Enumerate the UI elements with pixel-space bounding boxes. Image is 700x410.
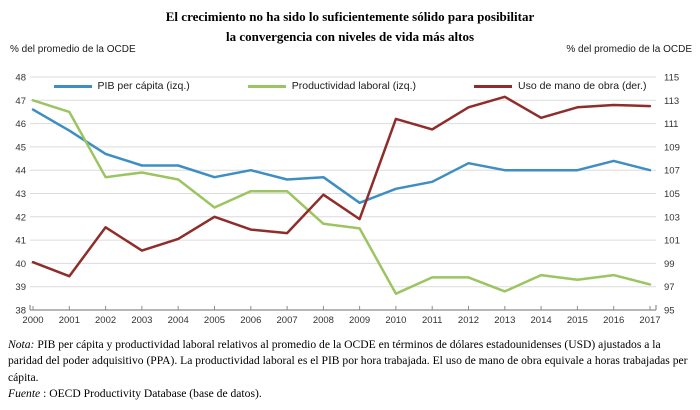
svg-text:2006: 2006 <box>240 315 262 326</box>
svg-text:2008: 2008 <box>312 315 334 326</box>
legend-label-uso-mano-obra: Uso de mano de obra (der.) <box>518 80 647 92</box>
svg-text:2017: 2017 <box>639 315 661 326</box>
svg-text:111: 111 <box>664 119 679 131</box>
svg-text:47: 47 <box>15 95 26 107</box>
svg-text:43: 43 <box>15 189 26 200</box>
nota-paragraph <box>8 337 694 386</box>
svg-text:97: 97 <box>664 282 675 294</box>
svg-text:48: 48 <box>15 72 26 84</box>
right-axis-caption: % del promedio de la OCDE <box>566 44 692 55</box>
svg-text:2007: 2007 <box>276 315 298 326</box>
chart-title-line2: la convergencia con niveles de vida más altos <box>225 29 475 45</box>
svg-text:40: 40 <box>15 258 26 270</box>
fuente-text: : OECD Productivity Database (base de datos). <box>40 387 262 401</box>
svg-text:2000: 2000 <box>22 315 44 326</box>
svg-text:107: 107 <box>664 165 680 177</box>
svg-text:105: 105 <box>664 189 680 200</box>
svg-text:2012: 2012 <box>457 315 480 326</box>
svg-text:2002: 2002 <box>95 315 117 326</box>
svg-text:2013: 2013 <box>494 315 516 326</box>
nota-label: Nota: <box>8 338 35 351</box>
legend-item-uso-mano-obra <box>474 80 646 92</box>
fuente-label: Fuente <box>8 387 41 401</box>
uso-mano-obra-line-swatch-icon <box>474 85 512 88</box>
svg-text:45: 45 <box>15 142 26 154</box>
fuente-paragraph <box>8 386 694 402</box>
svg-text:2004: 2004 <box>167 315 189 326</box>
svg-text:39: 39 <box>15 282 26 294</box>
svg-text:115: 115 <box>664 72 680 84</box>
productividad-line-swatch-icon <box>248 85 286 88</box>
legend-item-pib <box>54 80 190 92</box>
svg-text:109: 109 <box>664 142 680 154</box>
svg-text:2010: 2010 <box>385 315 407 326</box>
svg-text:2014: 2014 <box>530 315 552 326</box>
svg-text:38: 38 <box>15 305 26 317</box>
chart-notes <box>8 337 694 403</box>
svg-text:99: 99 <box>664 258 675 270</box>
svg-text:2003: 2003 <box>131 315 153 326</box>
chart-legend <box>0 80 700 92</box>
svg-text:101: 101 <box>664 235 680 247</box>
svg-text:2001: 2001 <box>58 315 80 326</box>
legend-label-pib: PIB per cápita (izq.) <box>97 80 190 92</box>
svg-text:103: 103 <box>664 212 680 224</box>
pib-line-swatch-icon <box>54 85 92 88</box>
svg-text:2005: 2005 <box>203 315 226 326</box>
legend-item-productividad <box>248 80 416 92</box>
svg-text:2009: 2009 <box>349 315 371 326</box>
svg-text:95: 95 <box>664 305 675 317</box>
chart-title-line1: El crecimiento no ha sido lo suficientemente sólido para posibilitar <box>165 9 535 24</box>
left-axis-caption: % del promedio de la OCDE <box>10 44 136 55</box>
svg-text:42: 42 <box>15 212 26 224</box>
svg-text:2015: 2015 <box>566 315 588 326</box>
legend-label-productividad: Productividad laboral (izq.) <box>291 80 417 92</box>
svg-text:2011: 2011 <box>421 315 443 326</box>
svg-text:2016: 2016 <box>603 315 625 326</box>
svg-text:46: 46 <box>15 119 26 131</box>
svg-text:44: 44 <box>15 165 26 177</box>
nota-text: PIB per cápita y productividad laboral relativos al promedio de la OCDE en términos de dólares estadounidenses (USD) ajustados a la paridad del poder adquisitivo (PPA). La productividad laboral es el PIB por hora trabajada. El uso de mano de obra equivale a horas trabajadas per cápita. <box>8 338 688 384</box>
svg-text:113: 113 <box>664 95 680 107</box>
svg-text:41: 41 <box>15 235 26 247</box>
